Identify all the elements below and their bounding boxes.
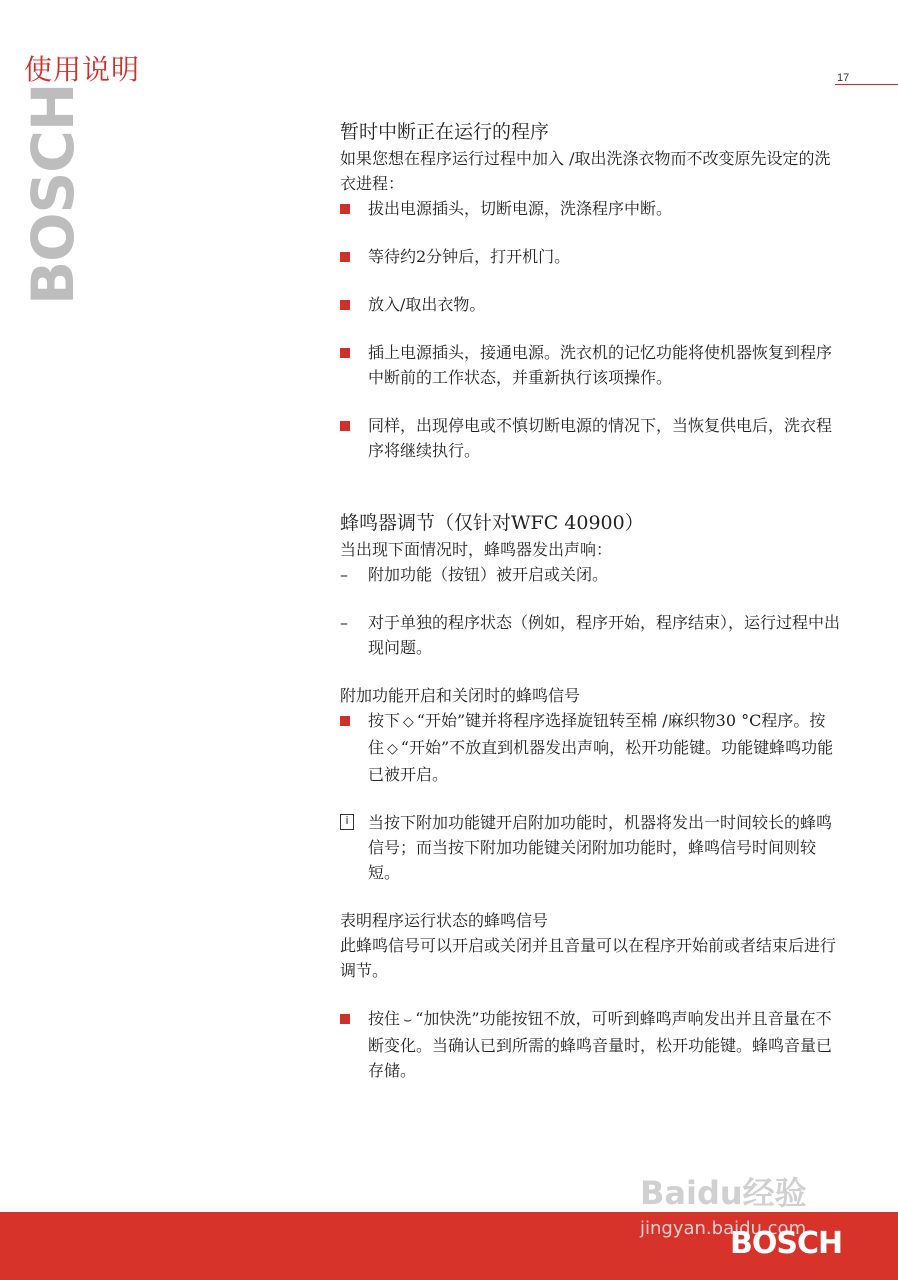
list-item: – 附加功能（按钮）被开启或关闭。 xyxy=(340,562,840,587)
square-bullet-icon xyxy=(340,1014,350,1024)
info-icon: i xyxy=(340,814,354,830)
list-item: 插上电源插头，接通电源。洗衣机的记忆功能将使机器恢复到程序中断前的工作状态，并重新执行该项操作。 xyxy=(340,340,840,390)
document-content xyxy=(340,118,840,1083)
side-brand-logo: BOSCH xyxy=(19,83,87,305)
square-bullet-icon xyxy=(340,421,350,431)
start-button-icon: ◇ xyxy=(387,741,398,757)
start-button-icon: ◇ xyxy=(403,714,414,730)
list-item: 放入/取出衣物。 xyxy=(340,292,840,317)
square-bullet-icon xyxy=(340,300,350,310)
square-bullet-icon xyxy=(340,204,350,214)
list-item: – 对于单独的程序状态（例如，程序开始，程序结束），运行过程中出现问题。 xyxy=(340,610,840,660)
dash-bullet: – xyxy=(340,565,348,584)
footer-brand-logo: BOSCH xyxy=(730,1226,843,1261)
dash-bullet: – xyxy=(340,613,348,632)
watermark-logo: Baidu经验 xyxy=(640,1174,807,1212)
quick-wash-icon: ⌣ xyxy=(403,1012,413,1028)
square-bullet-icon xyxy=(340,716,350,726)
list-item: 按下 ◇ “开始”键并将程序选择旋钮转至棉 /麻织物30 °C程序。按住 ◇ “开始”不放直到机器发出声响，松开功能键。功能键蜂鸣功能已被开启。 xyxy=(340,708,840,787)
section-buzzer-intro: 当出现下面情况时，蜂鸣器发出声响： xyxy=(340,540,613,559)
page-number: 17 xyxy=(837,72,850,84)
page-title: 使用说明 xyxy=(24,53,141,86)
list-item: 按住 ⌣ “加快洗”功能按钮不放，可听到蜂鸣声响发出并且音量在不断变化。当确认已到所需的蜂鸣音量时，松开功能键。蜂鸣音量已存储。 xyxy=(340,1006,840,1083)
section-pause-intro: 如果您想在程序运行过程中加入 /取出洗涤衣物而不改变原先设定的洗衣进程： xyxy=(340,149,831,193)
section-status-signal-intro: 此蜂鸣信号可以开启或关闭并且音量可以在程序开始前或者结束后进行调节。 xyxy=(340,936,837,980)
section-buzzer-title: 蜂鸣器调节（仅针对WFC 40900） xyxy=(340,512,644,534)
list-item: 等待约2分钟后，打开机门。 xyxy=(340,244,840,269)
section-function-signal-title: 附加功能开启和关闭时的蜂鸣信号 xyxy=(340,686,581,705)
watermark-url: jingyan.baidu.com xyxy=(640,1218,807,1239)
list-item: 同样，出现停电或不慎切断电源的情况下，当恢复供电后，洗衣程序将继续执行。 xyxy=(340,413,840,463)
section-status-signal-title: 表明程序运行状态的蜂鸣信号 xyxy=(340,911,549,930)
page-number-rule xyxy=(835,84,898,85)
section-pause-title: 暂时中断正在运行的程序 xyxy=(340,121,550,143)
square-bullet-icon xyxy=(340,252,350,262)
square-bullet-icon xyxy=(340,348,350,358)
list-item: 拔出电源插头，切断电源，洗涤程序中断。 xyxy=(340,196,840,221)
info-note: i 当按下附加功能键开启附加功能时，机器将发出一时间较长的蜂鸣信号；而当按下附加功能键关闭附加功能时，蜂鸣信号时间则较短。 xyxy=(340,810,840,885)
